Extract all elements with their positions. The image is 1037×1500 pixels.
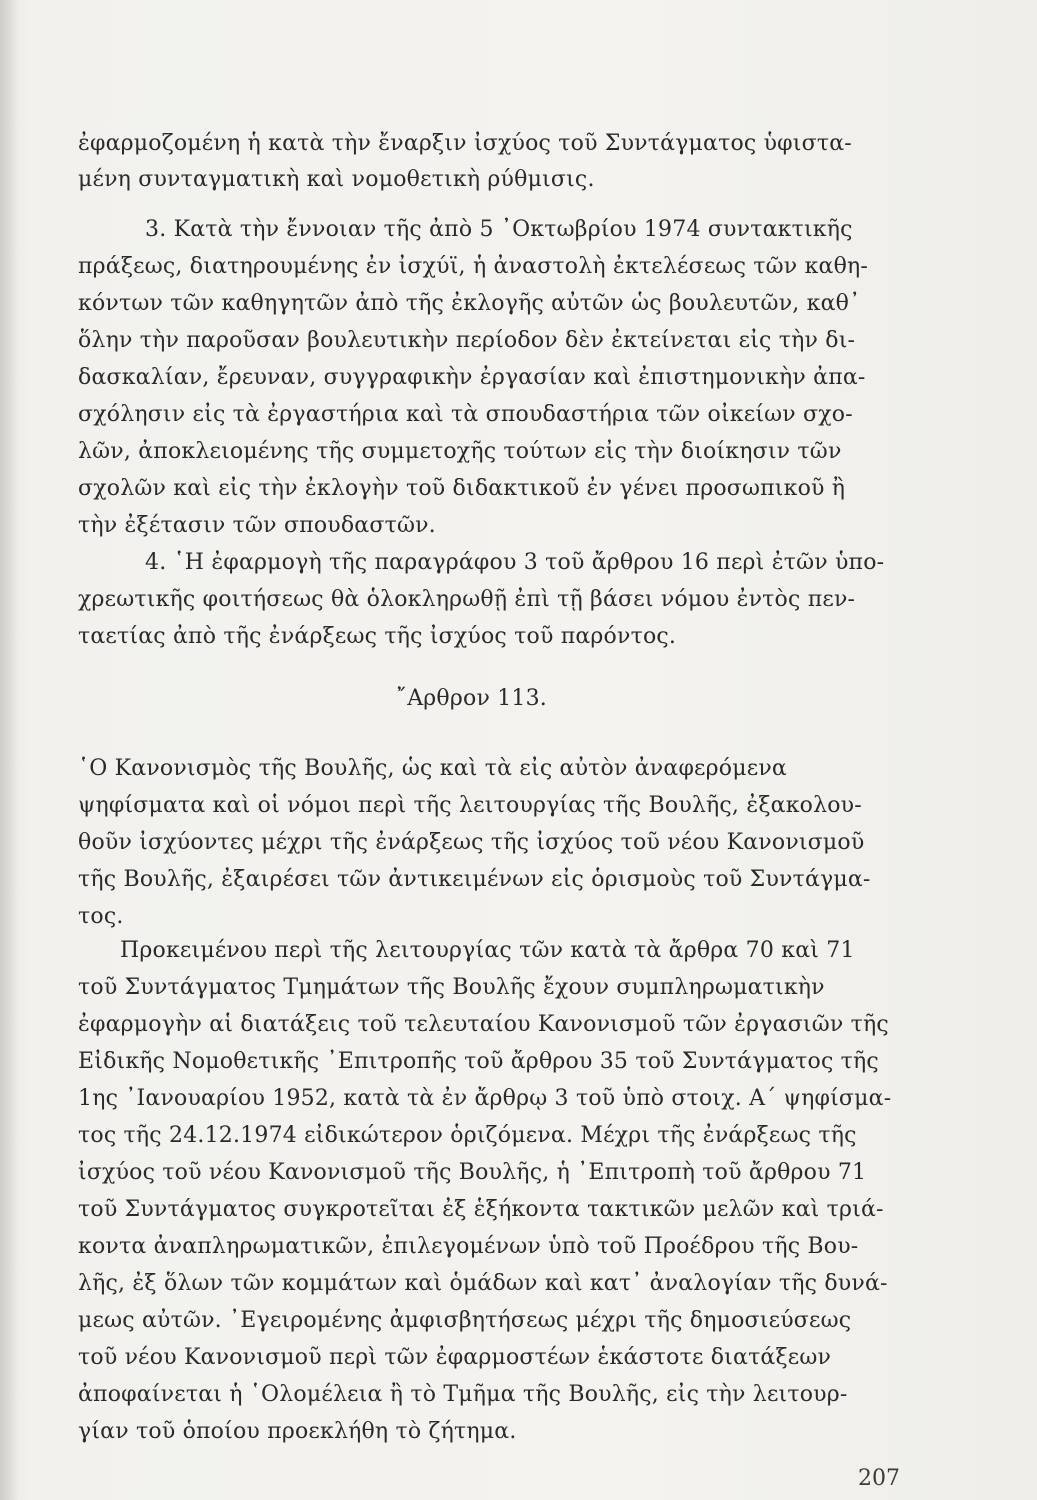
text-line: ἐφαρμογὴν αἱ διατάξεις τοῦ τελευταίου Κανονισμοῦ τῶν ἐργασιῶν τῆς: [78, 1012, 889, 1037]
text-line: ῾Ο Κανονισμὸς τῆς Βουλῆς, ὡς καὶ τὰ εἰς αὐτὸν ἀναφερόμενα: [78, 756, 787, 781]
text-line: δασκαλίαν, ἔρευναν, συγγραφικὴν ἐργασίαν καὶ ἐπιστημονικὴν ἀπα-: [78, 365, 866, 390]
text-line: τοῦ Συντάγματος Τμημάτων τῆς Βουλῆς ἔχουν συμπληρωματικὴν: [78, 975, 825, 1000]
text-line: χρεωτικῆς φοιτήσεως θὰ ὁλοκληρωθῇ ἐπὶ τῇ βάσει νόμου ἐντὸς πεν-: [78, 587, 856, 612]
page-number: 207: [858, 1466, 900, 1491]
text-line: ἐφαρμοζομένη ἡ κατὰ τὴν ἔναρξιν ἰσχύος τοῦ Συντάγματος ὑφιστα-: [78, 131, 852, 156]
scan-shadow-edge: [0, 0, 18, 1500]
text-line: κόντων τῶν καθηγητῶν ἀπὸ τῆς ἐκλογῆς αὐτῶν ὡς βουλευτῶν, καθ᾿: [78, 291, 861, 316]
text-line: τος.: [78, 904, 124, 929]
text-line: ψηφίσματα καὶ οἱ νόμοι περὶ τῆς λειτουργίας τῆς Βουλῆς, ἐξακολου-: [78, 793, 862, 818]
text-line: ἰσχύος τοῦ νέου Κανονισμοῦ τῆς Βουλῆς, ἡ ᾿Επιτροπὴ τοῦ ἄρθρου 71: [78, 1160, 867, 1185]
text-line: 1ης ᾿Ιανουαρίου 1952, κατὰ τὰ ἐν ἄρθρῳ 3 τοῦ ὑπὸ στοιχ. Α΄ ψηφίσμα-: [78, 1086, 892, 1111]
text-line: γίαν τοῦ ὁποίου προεκλήθη τὸ ζήτημα.: [78, 1419, 517, 1444]
text-line: τος τῆς 24.12.1974 εἰδικώτερον ὁριζόμενα. Μέχρι τῆς ἐνάρξεως τῆς: [78, 1123, 857, 1148]
text-line: σχόλησιν εἰς τὰ ἐργαστήρια καὶ τὰ σπουδαστήρια τῶν οἰκείων σχο-: [78, 402, 853, 427]
text-line: 3. Κατὰ τὴν ἔννοιαν τῆς ἀπὸ 5 ᾿Οκτωβρίου 1974 συντακτικῆς: [145, 217, 853, 242]
text-line: λῆς, ἐξ ὅλων τῶν κομμάτων καὶ ὁμάδων καὶ κατ᾿ ἀναλογίαν τῆς δυνά-: [78, 1271, 888, 1296]
text-line: Προκειμένου περὶ τῆς λειτουργίας τῶν κατὰ τὰ ἄρθρα 70 καὶ 71: [120, 938, 855, 963]
text-line: μεως αὐτῶν. ᾿Εγειρομένης ἀμφισβητήσεως μέχρι τῆς δημοσιεύσεως: [78, 1308, 852, 1333]
text-line: σχολῶν καὶ εἰς τὴν ἐκλογὴν τοῦ διδακτικοῦ ἐν γένει προσωπικοῦ ἢ: [78, 476, 846, 501]
text-line: 4. ῾Η ἐφαρμογὴ τῆς παραγράφου 3 τοῦ ἄρθρου 16 περὶ ἐτῶν ὑπο-: [145, 550, 885, 575]
text-line: ὅλην τὴν παροῦσαν βουλευτικὴν περίοδον δὲν ἐκτείνεται εἰς τὴν δι-: [78, 328, 856, 353]
text-line: θοῦν ἰσχύοντες μέχρι τῆς ἐνάρξεως τῆς ἰσχύος τοῦ νέου Κανονισμοῦ: [78, 830, 865, 855]
text-line: πράξεως, διατηρουμένης ἐν ἰσχύϊ, ἡ ἀναστολὴ ἐκτελέσεως τῶν καθη-: [78, 254, 869, 279]
text-line: τὴν ἐξέτασιν τῶν σπουδαστῶν.: [78, 513, 436, 538]
text-line: τοῦ Συντάγματος συγκροτεῖται ἐξ ἑξήκοντα τακτικῶν μελῶν καὶ τριά-: [78, 1197, 884, 1222]
text-line: τοῦ νέου Κανονισμοῦ περὶ τῶν ἐφαρμοστέων ἑκάστοτε διατάξεων: [78, 1345, 832, 1370]
text-line: κοντα ἀναπληρωματικῶν, ἐπιλεγομένων ὑπὸ τοῦ Προέδρου τῆς Βου-: [78, 1234, 859, 1259]
text-line: τῆς Βουλῆς, ἐξαιρέσει τῶν ἀντικειμένων εἰς ὁρισμοὺς τοῦ Συντάγμα-: [78, 867, 871, 892]
text-line: Εἰδικῆς Νομοθετικῆς ᾿Επιτροπῆς τοῦ ἄρθρου 35 τοῦ Συντάγματος τῆς: [78, 1049, 879, 1074]
text-line: ἀποφαίνεται ἡ ῾Ολομέλεια ἢ τὸ Τμῆμα τῆς Βουλῆς, εἰς τὴν λειτουρ-: [78, 1382, 848, 1407]
text-line: λῶν, ἀποκλειομένης τῆς συμμετοχῆς τούτων εἰς τὴν διοίκησιν τῶν: [78, 439, 842, 464]
text-line: μένη συνταγματικὴ καὶ νομοθετικὴ ρύθμισις.: [78, 167, 595, 192]
text-line: ταετίας ἀπὸ τῆς ἐνάρξεως τῆς ἰσχύος τοῦ παρόντος.: [78, 624, 677, 649]
article-heading: ῎Αρθρον 113.: [396, 686, 547, 711]
